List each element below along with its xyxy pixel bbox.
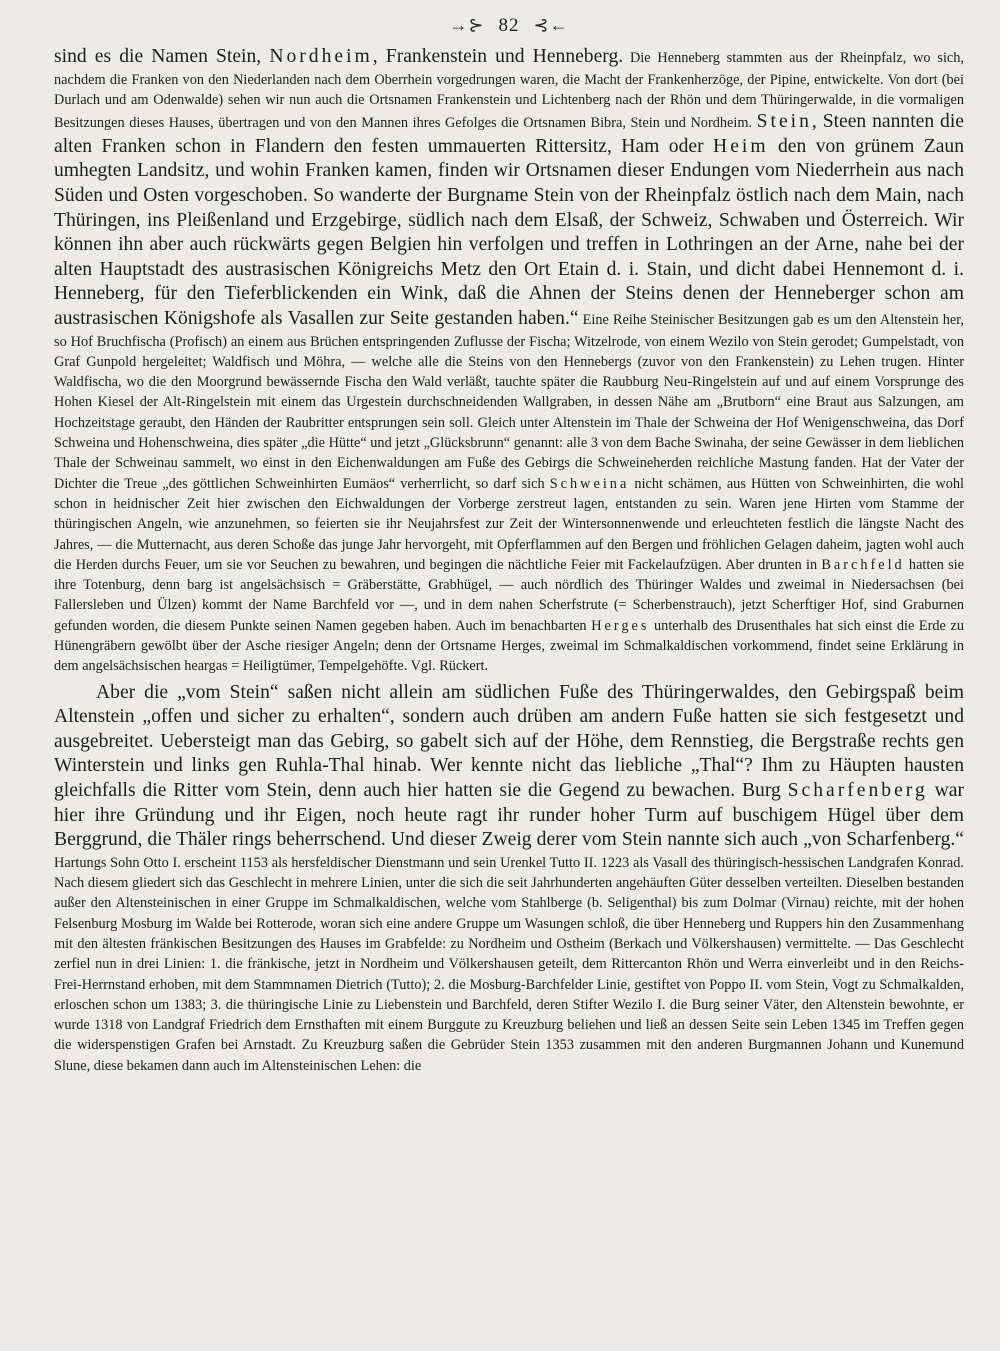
page-number: 82 (498, 15, 520, 36)
paragraph-2 (54, 681, 964, 1076)
p2-text-large-2: war hier ihre Gründung und ihr Eigen, noch heute ragt ihr runder hoher Turm auf buschigem Hügel über dem Berggrund, die Thäler rings beherrschend. Und dieser Zweig derer vom Stein nannte sich auch „von Scharfenberg.“ (54, 779, 964, 851)
p1-text-large-4: den von grünem Zaun umhegten Landsitz, und wohin Franken kamen, finden wir Ortsnamen dieser Endungen vom Niederrhein aus nach Süden und Osten vorgeschoben. So wanderte der Burgname Stein von der Rheinpfalz östlich nach dem Main, nach Thüringen, ins Pleißenland und Erzgebirge, südlich nach dem Elsaß, der Schweiz, Schwaben und Österreich. Wir können ihn aber auch rückwärts gegen Belgien hin verfolgen und treffen in Lothringen an der Arne, nahe bei der alten Hauptstadt des austrasischen Königreichs Metz den Ort Etain d. i. Stain, und dicht dabei Hennemont d. i. Henneberg, für den Tieferblickenden ein Wink, daß die Ahnen der Steins denen der Henneberger schon am austrasischen Königshofe als Vasallen zur Seite gestanden haben.“ (54, 135, 965, 329)
left-ornament: →⊱ (449, 15, 485, 35)
p2-text-small: Hartungs Sohn Otto I. erscheint 1153 als hersfeldischer Dienstmann und sein Urenkel Tutto II. 1223 als Vasall des thüringisch-hessischen Landgrafen Konrad. Nach diesem gliedert sich das Geschlecht in mehrere Linien, unter die sich die seit Jahrhunderten angehäuften Güter desselben verteilten. Dieselben bestanden außer den Altensteinischen in einer Gruppe im Schmalkaldischen, welche vom Stahlberge (b. Seligenthal) bis zum Dolmar (Virnau) reichte, mit der hohen Felsenburg Mosburg im Walde bei Rotterode, woran sich eine andere Gruppe um Wasungen schloß, die über Henneberg und Ruppers hin den Zusammenhang mit den ältesten fränkischen Besitzungen des Hauses im Grabfelde: zu Nordheim und Ostheim (Berkach und Völkershausen) vermittelte. — Das Geschlecht zerfiel nun in drei Linien: 1. die fränkische, jetzt in Nordheim und Völkershausen geteilt, dem Rittercanton Rhön und Werra einverleibt und in den Reichs-Frei-Herrnstand erhoben, mit dem Stammnamen Dietrich (Tutto); 2. die Mosburg-Barchfelder Linie, gestiftet von Poppo II. vom Stein, Vogt zu Schmalkalden, erloschen schon um 1383; 3. die thüringische Linie zu Liebenstein und Barchfeld, deren Stifter Wezilo I. die Burg seiner Väter, den Altenstein bewohnte, er wurde 1318 von Landgraf Friedrich dem Ernsthaften mit einem Burggute zu Kreuzburg beliehen und ließ an dessen Seite sein Leben 1345 im Treffen gegen die widerspenstigen Grafen bei Arnstadt. Zu Kreuzburg saßen die Gebrüder Stein 1353 zusammen mit den anderen Burgmannen Johann und Kunemund Slune, diese bekamen dann auch im Altensteinischen Lehen: die (54, 854, 964, 1074)
p1-spaced-stein: Stein (756, 111, 812, 133)
p1-text-large: sind es die Namen Stein, (54, 46, 270, 67)
p1-text-small-2: Eine Reihe Steinischer Besitzungen gab es um den Altenstein her, so Hof Bruchfischa (Profisch) an einem aus Brüchen entspringenden Zuflusse der Fischa; Witzelrode, von einem Wezilo von Stein gerodet; Gumpelstadt, von Graf Gunpold hergeleitet; Waldfisch und Möhra, — welche alle die Steins von den Hennebergs (zuvor von den Frankenstein) zu Lehen trugen. Hinter Waldfischa, wo die den Moorgrund bewässernde Fischa den Wald verläßt, tauchte später die Raubburg Neu-Ringelstein auf und auf einem Vorsprunge des Hohen Kiesel der Alt-Ringelstein mit einem das Urgestein durchschneidenden Wallgraben, in dessen Nähe am „Brutborn“ eine Braut aus Salzungen, am Hochzeitstage geraubt, den Händen der Raubritter entsprungen sein soll. Gleich unter Altenstein im Thale der Schweina der Hof Wenigenschweina, das Dorf Schweina und Hohenschweina, dies später „die Hütte“ und jetzt „Glücksbrunn“ genannt: alle 3 von dem Bache Swinaha, der seine Gewässer in dem lieblichen Thale der Schweinau sammelt, wo einst in den Eichenwaldungen am Fuße des Gebirgs die Schweineherden reichliche Mastung fanden. Hat der Vater der Dichter die Treue „des göttlichen Schweinhirten Eumäos“ verherrlicht, so darf sich (54, 311, 964, 492)
paragraph-1 (54, 45, 964, 677)
p1-text-small: Die Henneberg stammten aus der Rheinpfalz, wo sich, nachdem die Franken von den Niederlanden nach dem Oberrhein vorgedrungen waren, die Macht der Frankenherzöge, der Pipine, entwickelte. Von dort (bei Durlach und am Odenwalde) sehen wir nun auch die Ortsnamen Frankenstein und Lichtenberg nach der Rhön und dem Thüringerwalde, in die vormaligen Besitzungen dieses Hauses, übertragen und von den Mannen ihres Gefolges die Ortsnamen Bibra, Stein und Nordheim. (54, 50, 964, 132)
p1-text-small-5: unterhalb des Drusenthales hat sich einst die Erde zu Hünengräbern gewölbt über der Asche riesiger Angeln; denn der Ortsname Herges, zweimal im Schmalkaldischen vorkommend, findet seine Erklärung in dem angelsächsischen heargas = Heiligtümer, Tempelgehöfte. Vgl. Rückert. (54, 617, 964, 675)
p1-spaced-heim: Heim (713, 135, 769, 157)
p1-spaced-schweina: Schweina (549, 475, 630, 492)
p1-text-small-4: hatten sie ihre Totenburg, denn barg ist angelsächsisch = Gräberstätte, Grabhügel, — auch nördlich des Thüringer Waldes und zweimal in Niedersachsen (bei Fallersleben und Ülzen) kommt der Name Barchfeld vor —, und in dem nahen Scherfstrute (= Scherbenstrauch), jetzt Scherftiger Hof, sind Graburnen gefunden worden, die diesem Punkte seinen Namen gegeben haben. Auch im benachbarten (54, 556, 964, 634)
page-header (54, 14, 964, 37)
p2-spaced-scharfenberg: Scharfenberg (787, 779, 928, 801)
p2-text-large: Aber die „vom Stein“ saßen nicht allein am südlichen Fuße des Thüringerwaldes, den Gebirgspaß beim Altenstein „offen und sicher zu erhalten“, sondern auch drüben am andern Fuße hatten sie sich festgesetzt und ausgebreitet. Uebersteigt man das Gebirg, so gabelt sich auf der Höhe, dem Rennstieg, die Bergstraße rechts gen Winterstein und links gen Ruhla-Thal hinab. Wer kennte nicht das liebliche „Thal“? Ihm zu Häupten hausten gleichfalls die Ritter vom Stein, denn auch hier hatten sie die Gegend zu bewachen. Burg (54, 681, 964, 801)
p1-spaced-herges: Herges (591, 617, 650, 634)
p1-text-large-2: , Frankenstein und Henneberg. (372, 46, 624, 67)
p1-text-small-3: nicht schämen, aus Hütten von Schweinhirten, die wohl schon in heidnischer Zeit hier zwischen den Eichwaldungen der Vorberge zerstreut lagen, entstanden zu sein. Waren jene Hirten vom Stamme der thüringischen Angeln, wie anzunehmen, so feierten sie ihr Neujahrsfest zur Zeit der Wintersonnenwende und erleuchteten festlich die längste Nacht des Jahres, — die Mutternacht, aus deren Schoße das junge Jahr hervorgeht, mit Opferflammen auf den Bergen und fröhlichen Gelagen daheim, jagten wohl auch die Herden durchs Feuer, um sie vor Seuchen zu bewahren, und begingen die nächtliche Feier mit Fackelaufzügen. Aber drunten in (54, 475, 965, 573)
p1-spaced-barchfeld: Barchfeld (821, 556, 905, 573)
p1-text-large-3: , Steen nannten die alten Franken schon in Flandern den festen ummauerten Rittersitz, Ham oder (54, 111, 964, 157)
p1-spaced-nordheim: Nordheim (269, 46, 373, 67)
right-ornament: ⊰← (533, 15, 569, 35)
